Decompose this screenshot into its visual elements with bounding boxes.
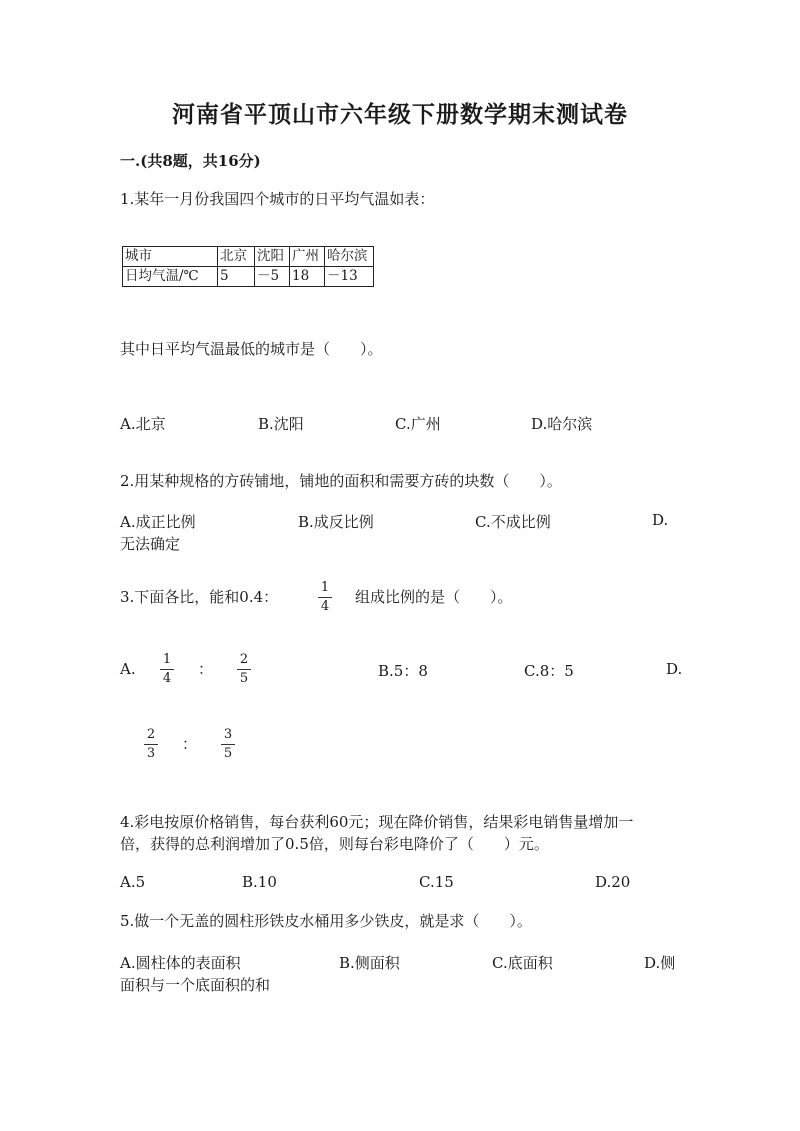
page-title: 河南省平顶山市六年级下册数学期末测试卷 bbox=[172, 101, 628, 128]
fraction-bar bbox=[318, 597, 332, 598]
q3-option-a-label: A. bbox=[120, 660, 136, 678]
q1-option-d: D.哈尔滨 bbox=[531, 415, 593, 433]
table-cell: 广州 bbox=[290, 247, 325, 267]
fraction-denominator: 5 bbox=[223, 746, 233, 761]
table-cell: 哈尔滨 bbox=[325, 247, 374, 267]
table-cell: 沈阳 bbox=[255, 247, 290, 267]
table-row bbox=[123, 267, 374, 287]
q3-option-a-colon: ： bbox=[198, 660, 214, 678]
fraction-bar bbox=[160, 669, 174, 670]
question-2-stem: 2.用某种规格的方砖铺地，铺地的面积和需要方砖的块数（ ）。 bbox=[120, 472, 562, 490]
question-3-stem-part1: 3.下面各比，能和0.4： bbox=[120, 588, 279, 606]
q1-option-a: A.北京 bbox=[120, 415, 166, 433]
q4-option-c: C.15 bbox=[419, 873, 454, 891]
question-5-stem: 5.做一个无盖的圆柱形铁皮水桶用多少铁皮，就是求（ ）。 bbox=[120, 912, 532, 930]
section-heading: 一.(共8题，共16分) bbox=[120, 152, 261, 170]
fraction-bar bbox=[221, 744, 235, 745]
fraction-denominator: 3 bbox=[146, 746, 156, 761]
q3-option-b: B.5：8 bbox=[378, 662, 428, 680]
table-cell: 5 bbox=[218, 267, 255, 287]
q4-option-d: D.20 bbox=[595, 873, 631, 891]
fraction-numerator: 1 bbox=[162, 652, 172, 667]
q3-option-a-fraction-1 bbox=[158, 652, 176, 687]
q5-option-d-continued: 面积与一个底面积的和 bbox=[120, 976, 271, 994]
table-cell: 18 bbox=[290, 267, 325, 287]
q2-option-c: C.不成比例 bbox=[475, 513, 551, 531]
table-row bbox=[123, 247, 374, 267]
q3-option-a-fraction-2 bbox=[235, 652, 253, 687]
fraction-numerator: 2 bbox=[146, 727, 156, 742]
q2-option-d-continued: 无法确定 bbox=[120, 535, 181, 553]
q4-option-a: A.5 bbox=[120, 873, 146, 891]
fraction-numerator: 2 bbox=[239, 652, 249, 667]
question-3-stem-part2: 组成比例的是（ ）。 bbox=[355, 588, 513, 606]
q3-option-d-fraction-2 bbox=[219, 727, 237, 762]
q1-option-c: C.广州 bbox=[395, 415, 441, 433]
q3-option-d-colon: ： bbox=[182, 735, 198, 753]
fraction-denominator: 4 bbox=[162, 671, 172, 686]
q3-stem-fraction bbox=[316, 580, 334, 615]
q3-option-d-label: D. bbox=[666, 660, 683, 678]
table-cell: －13 bbox=[325, 267, 374, 287]
table-cell: 日均气温/℃ bbox=[123, 267, 218, 287]
q3-option-c: C.8：5 bbox=[524, 662, 574, 680]
table-cell: －5 bbox=[255, 267, 290, 287]
q3-option-d-fraction-1 bbox=[142, 727, 160, 762]
question-1-text: 其中日平均气温最低的城市是（ ）。 bbox=[120, 340, 383, 358]
fraction-numerator: 1 bbox=[320, 580, 330, 595]
q5-option-c: C.底面积 bbox=[492, 954, 553, 972]
q1-option-b: B.沈阳 bbox=[258, 415, 304, 433]
q2-option-d: D. bbox=[652, 511, 669, 529]
question-1-stem: 1.某年一月份我国四个城市的日平均气温如表： bbox=[120, 190, 435, 208]
fraction-denominator: 5 bbox=[239, 671, 249, 686]
fraction-numerator: 3 bbox=[223, 727, 233, 742]
q2-option-a: A.成正比例 bbox=[120, 513, 196, 531]
q5-option-b: B.侧面积 bbox=[339, 954, 400, 972]
question-4-line-1: 4.彩电按原价格销售，每台获利60元；现在降价销售，结果彩电销售量增加一 bbox=[120, 813, 634, 831]
fraction-bar bbox=[144, 744, 158, 745]
fraction-bar bbox=[237, 669, 251, 670]
q5-option-a: A.圆柱体的表面积 bbox=[120, 954, 241, 972]
q4-option-b: B.10 bbox=[242, 873, 277, 891]
question-4-line-2: 倍，获得的总利润增加了0.5倍，则每台彩电降价了（ ）元。 bbox=[120, 835, 549, 853]
q5-option-d: D.侧 bbox=[644, 954, 676, 972]
q2-option-b: B.成反比例 bbox=[298, 513, 374, 531]
table-cell: 北京 bbox=[218, 247, 255, 267]
temperature-table bbox=[122, 246, 374, 287]
table-cell: 城市 bbox=[123, 247, 218, 267]
fraction-denominator: 4 bbox=[320, 599, 330, 614]
